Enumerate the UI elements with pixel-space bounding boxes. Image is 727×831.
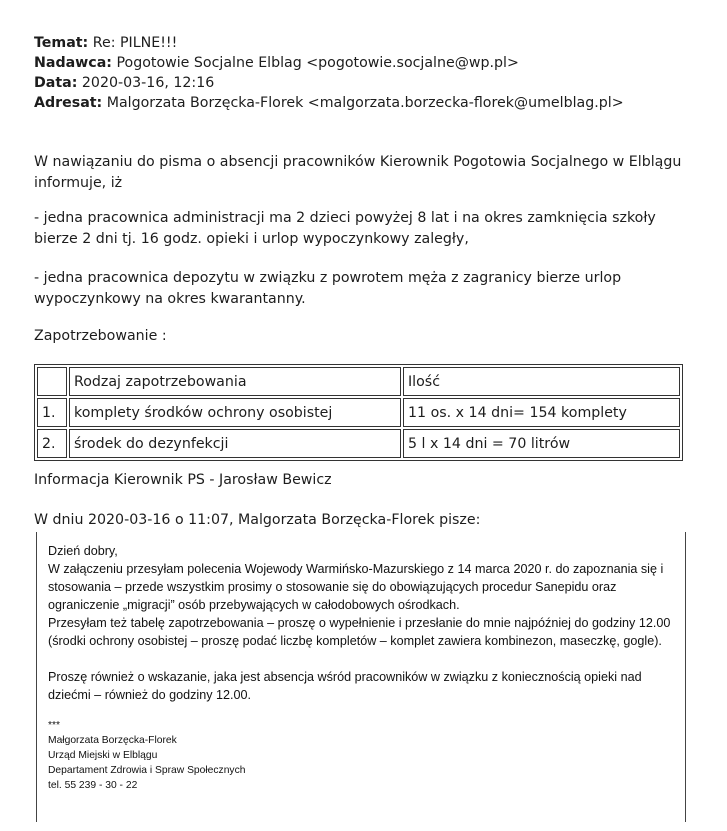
sender-line (34, 53, 519, 73)
sender-label: Nadawca: (34, 55, 112, 71)
table-cell: 5 l x 14 dni = 70 litrów (403, 429, 680, 458)
subject-value: Re: PILNE!!! (88, 35, 178, 51)
item-one-paragraph: - jedna pracownica administracji ma 2 dzieci powyżej 8 lat i na okres zamknięcia szkoły bierze 2 dni tj. 16 godz. opieki i urlop wypoczynkowy zaległy, (34, 210, 656, 247)
table-header-cell (37, 367, 67, 396)
date-label: Data: (34, 75, 78, 91)
quoted-greeting: Dzień dobry, (48, 544, 118, 558)
signature-office: Urząd Miejski w Elblągu (48, 750, 158, 761)
subject-line (34, 33, 177, 53)
item-two-paragraph: - jedna pracownica depozytu w związku z powrotem męża z zagranicy bierze urlop wypoczynkowy na okres kwarantanny. (34, 270, 622, 307)
date-line (34, 73, 214, 93)
table-row (37, 429, 680, 458)
quoted-paragraph: W załączeniu przesyłam polecenia Wojewody Warmińsko-Mazurskiego z 14 marca 2020 r. do zapoznania się i stosowania – przede wszystkim prosimy o stosowanie się do obowiązujących procedur Sanepidu oraz ograniczenie „migracji” osób przebywających w całodobowych ośrodkach. (48, 562, 664, 612)
sender-value: Pogotowie Socjalne Elblag <pogotowie.socjalne@wp.pl> (111, 55, 519, 71)
demand-table (34, 364, 683, 461)
recipient-label: Adresat: (34, 95, 103, 111)
signature-phone: tel. 55 239 - 30 - 22 (48, 780, 138, 791)
table-header-cell: Rodzaj zapotrzebowania (69, 367, 401, 396)
info-line: Informacja Kierownik PS - Jarosław Bewicz (34, 472, 332, 488)
table-row (37, 398, 680, 427)
signature-name: Małgorzata Borzęcka-Florek (48, 735, 177, 746)
demand-label: Zapotrzebowanie : (34, 328, 167, 344)
subject-label: Temat: (34, 35, 89, 51)
quoted-paragraph: Przesyłam też tabelę zapotrzebowania – proszę o wypełnienie i przesłanie do mnie najpóźniej do godziny 12.00 (środki ochrony osobistej – proszę podać liczbę kompletów – komplet zawiera kombinezon, maseczkę, gogle). (48, 616, 671, 648)
table-header-row (37, 367, 680, 396)
table-cell: 1. (37, 398, 67, 427)
intro-paragraph: W nawiązaniu do pisma o absencji pracowników Kierownik Pogotowia Socjalnego w Elblągu informuje, iż (34, 154, 682, 191)
table-header-cell: Ilość (403, 367, 680, 396)
date-value: 2020-03-16, 12:16 (77, 75, 215, 91)
signature-separator: *** (48, 720, 61, 731)
quote-intro: W dniu 2020-03-16 o 11:07, Malgorzata Borzęcka-Florek pisze: (34, 512, 481, 528)
recipient-line (34, 93, 624, 113)
signature-department: Departament Zdrowia i Spraw Społecznych (48, 765, 246, 776)
table-cell: 11 os. x 14 dni= 154 komplety (403, 398, 680, 427)
table-cell: środek do dezynfekcji (69, 429, 401, 458)
table-cell: komplety środków ochrony osobistej (69, 398, 401, 427)
table-cell: 2. (37, 429, 67, 458)
recipient-value: Malgorzata Borzęcka-Florek <malgorzata.borzecka-florek@umelblag.pl> (102, 95, 624, 111)
quoted-paragraph: Proszę również o wskazanie, jaka jest absencja wśród pracowników w związku z koniecznością opieki nad dziećmi – również do godziny 12.00. (48, 670, 642, 702)
